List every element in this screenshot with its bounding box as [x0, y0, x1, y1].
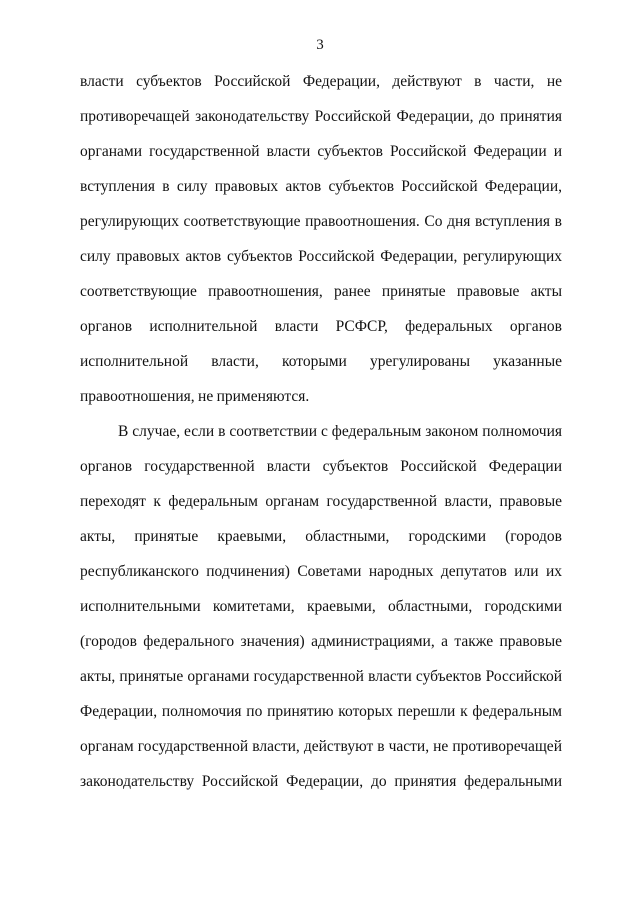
text-line: соответствующие правоотношения, ранее принятые правовые акты [80, 283, 562, 300]
text-line: республиканского подчинения) Советами народных депутатов или их [80, 563, 562, 580]
text-line: вступления в силу правовых актов субъектов Российской Федерации, [80, 178, 562, 195]
text-line: силу правовых актов субъектов Российской Федерации, регулирующих [80, 248, 562, 265]
text-line: органов исполнительной власти РСФСР, федеральных органов [80, 318, 562, 335]
page-number: 3 [316, 37, 324, 53]
text-line: исполнительными комитетами, краевыми, областными, городскими [80, 598, 562, 615]
text-line: акты, принятые органами государственной власти субъектов Российской [80, 668, 562, 685]
text-line: органов государственной власти субъектов Российской Федерации [80, 458, 562, 475]
text-line: власти субъектов Российской Федерации, действуют в части, не [80, 73, 562, 90]
text-line: исполнительной власти, которыми урегулированы указанные [80, 353, 562, 370]
text-line: Федерации, полномочия по принятию которых перешли к федеральным [80, 703, 562, 720]
text-line: В случае, если в соответствии с федеральным законом полномочия [118, 423, 562, 440]
text-line: правоотношения, не применяются. [80, 388, 310, 405]
text-line: законодательству Российской Федерации, до принятия федеральными [80, 773, 562, 790]
text-line: переходят к федеральным органам государственной власти, правовые [80, 493, 562, 510]
text-line: (городов федерального значения) администрациями, а также правовые [80, 633, 562, 650]
text-line: органами государственной власти субъектов Российской Федерации и [80, 143, 562, 160]
text-line: регулирующих соответствующие правоотношения. Со дня вступления в [80, 213, 562, 230]
text-line: акты, принятые краевыми, областными, городскими (городов [80, 528, 562, 545]
text-line: органам государственной власти, действуют в части, не противоречащей [80, 738, 562, 755]
text-line: противоречащей законодательству Российской Федерации, до принятия [80, 108, 562, 125]
